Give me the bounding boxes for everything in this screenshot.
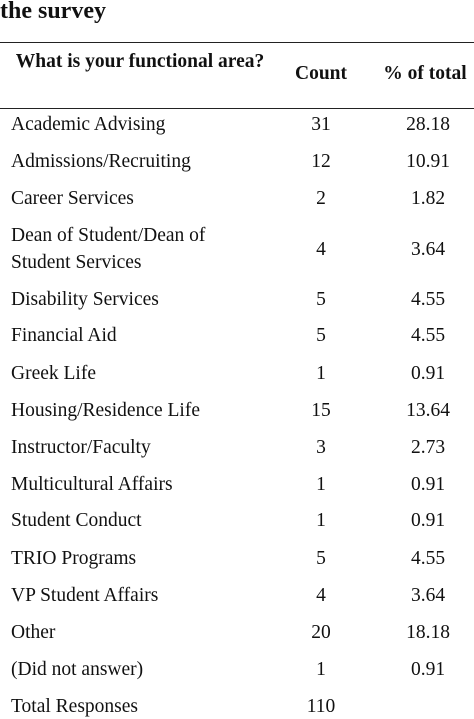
cell-functional-area: Admissions/Recruiting [11,151,191,172]
cell-percent: 4.55 [410,548,446,569]
cell-percent: 2.73 [410,437,446,458]
cell-count: 4 [316,239,326,260]
cell-count: 1 [316,510,326,531]
cell-functional-area: Greek Life [11,363,96,384]
cell-count: 2 [316,188,326,209]
cell-count: 20 [311,622,331,643]
cell-percent: 4.55 [410,289,446,310]
cell-functional-area: Student Conduct [11,510,142,531]
cell-percent: 18.18 [406,622,450,643]
cell-percent: 3.64 [410,585,446,606]
cell-percent: 10.91 [406,151,450,172]
cell-percent: 3.64 [410,239,446,260]
cell-functional-area: Financial Aid [11,325,117,346]
cell-count: 1 [316,474,326,495]
cell-count: 1 [316,363,326,384]
table-header-rule [0,108,474,109]
cell-functional-area: Disability Services [11,289,159,310]
cell-functional-area: Dean of Student/Dean of [11,225,206,246]
cell-count: 1 [316,659,326,680]
cell-count: 31 [311,114,331,135]
table-row [0,223,474,273]
cell-functional-area-continued: Student Services [11,252,142,273]
cell-percent: 1.82 [410,188,446,209]
cell-percent: 4.55 [410,325,446,346]
cell-count: 5 [316,325,326,346]
cell-percent: 0.91 [410,474,446,495]
cell-percent: 13.64 [406,400,450,421]
cell-functional-area: Multicultural Affairs [11,474,173,495]
cell-functional-area: Career Services [11,188,134,209]
table-caption: the survey [0,0,106,24]
cell-count: 5 [316,548,326,569]
cell-percent: 0.91 [410,659,446,680]
cell-functional-area: Academic Advising [11,114,166,135]
cell-percent: 0.91 [410,363,446,384]
cell-functional-area: Total Responses [11,696,138,717]
header-functional-area: What is your functional area? [15,51,265,72]
cell-percent: 28.18 [406,114,450,135]
cell-functional-area: (Did not answer) [11,659,144,680]
header-percent-of-total: % of total [383,63,467,84]
cell-count: 110 [306,696,336,717]
cell-count: 15 [311,400,331,421]
cell-functional-area: TRIO Programs [11,548,137,569]
cell-functional-area: Instructor/Faculty [11,437,151,458]
cell-count: 12 [311,151,331,172]
cell-percent: 0.91 [410,510,446,531]
cell-count: 4 [316,585,326,606]
header-count: Count [294,63,348,84]
cell-count: 5 [316,289,326,310]
cell-count: 3 [316,437,326,458]
cell-functional-area: Other [11,622,56,643]
cell-functional-area: Housing/Residence Life [11,400,200,421]
table-top-rule [0,42,474,43]
cell-functional-area: VP Student Affairs [11,585,159,606]
